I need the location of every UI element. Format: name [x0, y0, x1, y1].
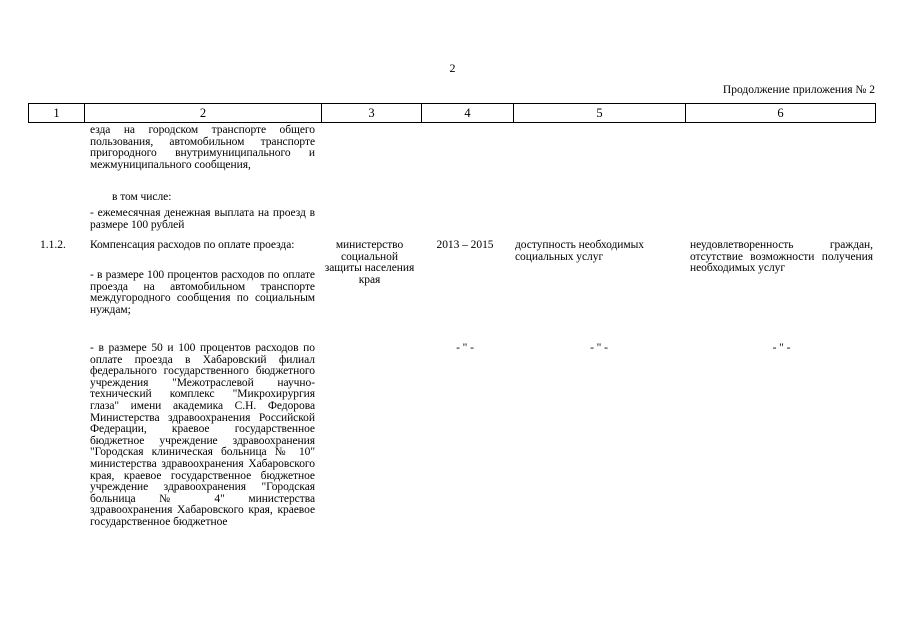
previous-row-subheading: в том числе: [112, 191, 172, 203]
previous-row-text: езда на городском транспорте общего пользования, автомобильном транспорте пригородного внутримуниципального и межмуниципального сообщения, [90, 124, 315, 171]
responsible-body: министерство социальной защиты населения края [324, 239, 415, 286]
ditto-expected-result: - " - [590, 342, 608, 354]
column-number-4: 4 [422, 104, 514, 123]
risk-description: неудовлетворенность граждан, отсутствие возможности получения необходимых услуг [690, 239, 873, 275]
expected-result: доступность необходимых социальных услуг [515, 239, 644, 263]
column-number-2: 2 [85, 104, 322, 123]
continuation-label: Продолжение приложения № 2 [722, 84, 875, 96]
column-number-1: 1 [29, 104, 85, 123]
ditto-period: - " - [456, 342, 474, 354]
column-number-5: 5 [514, 104, 686, 123]
bullet-intercity-transport: - в размере 100 процентов расходов по оплате проезда на автомобильном транспорте междугородного сообщения по социальным нуждам; [90, 269, 315, 316]
row-number: 1.1.2. [40, 239, 66, 251]
previous-row-bullet: - ежемесячная денежная выплата на проезд в размере 100 рублей [90, 207, 315, 231]
bullet-medical-travel: - в размере 50 и 100 процентов расходов по оплате проезда в Хабаровский филиал федерального государственного бюджетного учреждения "Межотраслевой научно-технический комплекс "Микрохирургия глаза" имени академика С.Н. Федорова Министерства здравоохранения Российской Федерации, краевое государственное бюджетное учреждение здравоохранения "Городская клиническая больница № 10" министерства здравоохранения Хабаровского края, краевое государственное бюджетное учреждение здравоохранения "Городская больница № 4" министерства здравоохранения Хабаровского края, краевое государственное бюджетное [90, 342, 315, 528]
period: 2013 – 2015 [436, 239, 494, 251]
column-number-3: 3 [322, 104, 422, 123]
column-number-6: 6 [686, 104, 876, 123]
page-number: 2 [449, 61, 456, 75]
row-title: Компенсация расходов по оплате проезда: [90, 239, 295, 251]
column-header-row [28, 103, 876, 123]
ditto-risk-description: - " - [772, 342, 791, 354]
